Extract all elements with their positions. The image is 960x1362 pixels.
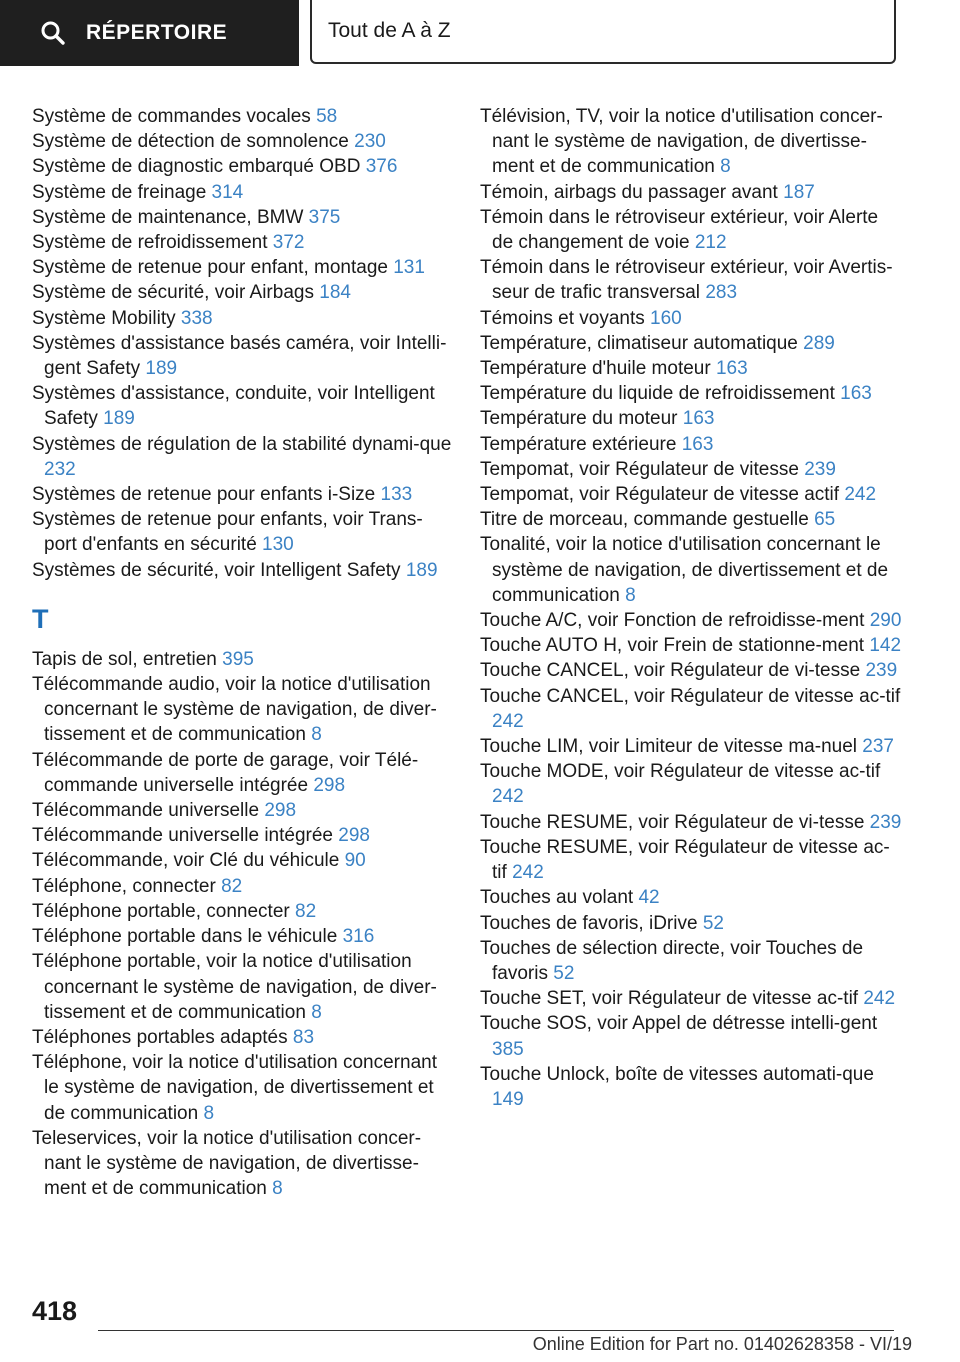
index-entry	[480, 432, 904, 457]
index-entry-text: Tempomat, voir Régulateur de vitesse actif	[480, 484, 845, 506]
index-entry	[480, 658, 904, 683]
index-entry-text: Touche CANCEL, voir Régulateur de vi-tesse	[480, 660, 866, 682]
index-entry-page-link[interactable]: 163	[682, 408, 715, 430]
index-entry	[32, 1126, 452, 1202]
index-search-tab[interactable]	[0, 0, 299, 66]
index-entry-page-link[interactable]: 149	[492, 1088, 524, 1110]
footer-divider	[98, 1330, 894, 1331]
index-entry-text: Température du liquide de refroidissement	[480, 383, 841, 405]
index-entry-page-link[interactable]: 298	[264, 800, 297, 822]
index-entry-page-link[interactable]: 142	[869, 635, 902, 657]
index-list-t-continued	[480, 104, 904, 1112]
index-entry-page-link[interactable]: 376	[365, 156, 398, 178]
index-entry-text: Touches au volant	[480, 887, 639, 909]
index-entry-page-link[interactable]: 8	[203, 1102, 215, 1124]
index-entry-page-link[interactable]: 212	[694, 232, 727, 254]
index-entry-page-link[interactable]: 289	[803, 332, 835, 354]
index-entry	[32, 874, 452, 899]
index-entry	[32, 129, 452, 154]
index-entry-text: Télécommande, voir Clé du véhicule	[32, 850, 345, 872]
index-entry-page-link[interactable]: 372	[272, 232, 305, 254]
index-entry-page-link[interactable]: 131	[393, 257, 425, 279]
index-tab-label: RÉPERTOIRE	[86, 21, 228, 44]
index-entry	[480, 759, 904, 809]
index-entry-page-link[interactable]: 163	[840, 383, 872, 405]
index-entry	[480, 180, 904, 205]
index-entry	[32, 798, 452, 823]
index-entry-page-link[interactable]: 65	[814, 509, 836, 531]
index-entry-text: Téléphones portables adaptés	[32, 1026, 293, 1048]
index-entry-text: Système de diagnostic embarqué OBD	[32, 156, 366, 178]
index-entry	[32, 280, 452, 305]
index-entry-page-link[interactable]: 42	[638, 887, 660, 909]
index-entry-page-link[interactable]: 395	[222, 648, 254, 670]
index-entry-text: Touche MODE, voir Régulateur de vitesse ac-tif	[480, 761, 881, 783]
index-entry	[32, 748, 452, 798]
index-entry-page-link[interactable]: 316	[342, 926, 375, 948]
index-entry	[480, 457, 904, 482]
index-entry-text: Température d'huile moteur	[480, 358, 716, 380]
index-entry	[480, 684, 904, 734]
index-entry-page-link[interactable]: 82	[295, 900, 317, 922]
index-entry-page-link[interactable]: 242	[492, 710, 524, 732]
index-entry-text: Témoins et voyants	[480, 307, 651, 329]
index-entry	[32, 949, 452, 1025]
index-entry-page-link[interactable]: 8	[720, 156, 731, 178]
index-entry-page-link[interactable]: 83	[292, 1026, 315, 1048]
index-entry-page-link[interactable]: 8	[272, 1178, 283, 1200]
index-entry-text: Touche SOS, voir Appel de détresse intelli-gent	[480, 1013, 878, 1035]
index-entry-text: Téléphone, voir la notice d'utilisation concernant le système de navigation, de divertissement et de communication	[32, 1052, 437, 1124]
index-entry	[480, 306, 904, 331]
index-entry-text: Téléphone, connecter	[32, 875, 222, 897]
index-entry-text: Télécommande de porte de garage, voir Télé-commande universelle intégrée	[32, 749, 419, 796]
index-entry	[480, 205, 904, 255]
index-entry-text: Télécommande universelle intégrée	[32, 825, 339, 847]
index-entry-text: Téléphone portable, connecter	[32, 900, 296, 922]
index-entry-text: Tonalité, voir la notice d'utilisation concernant le système de navigation, de divertissement et de communication	[480, 534, 889, 606]
index-entry-text: Télécommande audio, voir la notice d'utilisation concernant le système de navigation, de diver-tissement et de communication	[32, 674, 437, 746]
index-entry	[32, 482, 452, 507]
index-entry-page-link[interactable]: 130	[262, 534, 294, 556]
index-entry	[480, 255, 904, 305]
index-entry	[32, 558, 452, 583]
index-entry-text: Système de sécurité, voir Airbags	[32, 282, 320, 304]
index-entry-page-link[interactable]: 237	[862, 736, 894, 758]
index-entry-text: Touche LIM, voir Limiteur de vitesse ma-nuel	[480, 736, 863, 758]
index-entry-text: Système Mobility	[32, 307, 181, 329]
index-entry	[480, 406, 904, 431]
index-entry-page-link[interactable]: 133	[380, 484, 413, 506]
index-entry-text: Systèmes d'assistance basés caméra, voir Intelli-gent Safety	[32, 332, 447, 380]
index-column-left	[32, 104, 452, 1201]
index-entry-text: Système de commandes vocales	[32, 106, 317, 127]
a-to-z-tab[interactable]	[310, 0, 896, 64]
index-entry-text: Touche Unlock, boîte de vitesses automati-que	[480, 1063, 874, 1085]
index-entry	[480, 810, 904, 835]
index-entry-page-link[interactable]: 82	[221, 875, 243, 897]
index-entry	[480, 482, 904, 507]
index-entry	[480, 911, 904, 936]
index-entry	[32, 899, 452, 924]
index-entry	[32, 507, 452, 557]
index-entry	[32, 255, 452, 280]
index-entry-text: Téléphone portable, voir la notice d'utilisation concernant le système de navigation, de diver-tissement et de communication	[32, 951, 437, 1023]
index-entry-page-link[interactable]: 298	[338, 825, 370, 847]
index-entry-text: Témoin dans le rétroviseur extérieur, voir Alerte de changement de voie	[480, 206, 879, 254]
index-entry	[32, 180, 452, 205]
index-entry-page-link[interactable]: 242	[512, 862, 544, 884]
index-entry-page-link[interactable]: 239	[869, 811, 902, 833]
index-entry	[32, 647, 452, 672]
index-list-s	[32, 104, 452, 583]
index-entry-page-link[interactable]: 385	[492, 1038, 524, 1060]
index-entry	[32, 848, 452, 873]
index-entry-text: Touches de favoris, iDrive	[480, 912, 703, 934]
index-entry-page-link[interactable]: 163	[715, 358, 748, 380]
index-entry-page-link[interactable]: 184	[319, 282, 351, 304]
index-entry	[480, 381, 904, 406]
index-entry-text: Système de détection de somnolence	[32, 131, 355, 153]
index-entry-text: Téléphone portable dans le véhicule	[32, 926, 343, 948]
index-entry-page-link[interactable]: 8	[311, 1001, 322, 1023]
index-entry	[480, 331, 904, 356]
index-entry-page-link[interactable]: 52	[553, 962, 575, 984]
index-entry-page-link[interactable]: 242	[863, 988, 896, 1010]
index-entry-text: Touche RESUME, voir Régulateur de vi-tesse	[480, 811, 870, 833]
index-entry-page-link[interactable]: 314	[211, 181, 244, 203]
header	[0, 0, 960, 66]
index-entry-page-link[interactable]: 230	[354, 131, 386, 153]
index-entry-text: Témoin, airbags du passager avant	[480, 181, 784, 203]
index-entry	[480, 356, 904, 381]
index-entry-page-link[interactable]: 189	[103, 408, 135, 430]
index-entry	[480, 608, 904, 633]
index-entry-text: Télévision, TV, voir la notice d'utilisation concer-nant le système de navigation, de divertisse-ment et de communication	[480, 106, 883, 178]
index-entry	[32, 1025, 452, 1050]
index-entry-page-link[interactable]: 283	[705, 282, 738, 304]
index-entry-page-link[interactable]: 90	[344, 850, 366, 872]
index-entry-page-link[interactable]: 160	[650, 307, 682, 329]
index-entry-text: Système de maintenance, BMW	[32, 206, 309, 228]
index-entry-page-link[interactable]: 242	[844, 484, 877, 506]
index-entry	[480, 1062, 904, 1112]
index-entry	[32, 1050, 452, 1126]
index-entry-text: Systèmes de retenue pour enfants i-Size	[32, 484, 381, 506]
index-entry-text: Systèmes de retenue pour enfants, voir Trans-port d'enfants en sécurité	[32, 509, 423, 556]
a-to-z-tab-label: Tout de A à Z	[328, 19, 451, 42]
index-entry	[480, 1011, 904, 1061]
index-entry	[32, 672, 452, 748]
index-entry	[32, 205, 452, 230]
index-entry-text: Systèmes d'assistance, conduite, voir Intelligent Safety	[32, 383, 435, 430]
search-icon	[40, 20, 66, 46]
index-column-right	[480, 104, 904, 1112]
index-entry-page-link[interactable]: 163	[681, 433, 714, 455]
index-entry	[32, 823, 452, 848]
index-entry-text: Système de retenue pour enfant, montage	[32, 257, 394, 279]
index-entry	[32, 381, 452, 431]
page-number: 418	[32, 1296, 78, 1326]
index-entry-text: Température extérieure	[480, 433, 682, 455]
index-entry	[32, 432, 452, 482]
index-entry	[32, 104, 452, 129]
index-entry	[480, 885, 904, 910]
index-entry-page-link[interactable]: 232	[44, 458, 76, 480]
index-entry	[480, 532, 904, 608]
index-entry-text: Systèmes de régulation de la stabilité dynami-que	[32, 433, 452, 455]
index-entry-text: Température, climatiseur automatique	[480, 332, 804, 354]
footer	[0, 1290, 960, 1362]
index-entry-text: Touche SET, voir Régulateur de vitesse ac-tif	[480, 988, 864, 1010]
index-entry-page-link[interactable]: 242	[492, 786, 524, 808]
index-entry	[32, 924, 452, 949]
index-entry-text: Tapis de sol, entretien	[32, 648, 223, 670]
index-entry-page-link[interactable]: 239	[804, 458, 836, 480]
index-entry	[32, 230, 452, 255]
index-entry	[32, 306, 452, 331]
index-entry-page-link[interactable]: 8	[311, 724, 322, 746]
section-letter-t: T	[32, 603, 49, 634]
index-entry-text: Touche A/C, voir Fonction de refroidisse-ment	[480, 610, 870, 632]
index-entry-page-link[interactable]: 239	[865, 660, 898, 682]
index-entry-page-link[interactable]: 52	[702, 912, 724, 934]
index-entry-text: Systèmes de sécurité, voir Intelligent Safety	[32, 559, 406, 581]
index-entry	[480, 507, 904, 532]
index-entry-text: Télécommande universelle	[32, 800, 265, 822]
index-entry	[480, 734, 904, 759]
index-entry-page-link[interactable]: 189	[145, 358, 178, 380]
index-entry-text: Témoin dans le rétroviseur extérieur, voir Avertis-seur de trafic transversal	[480, 257, 893, 304]
index-entry-text: Système de refroidissement	[32, 232, 273, 254]
index-entry-page-link[interactable]: 187	[783, 181, 815, 203]
index-entry-text: Touche RESUME, voir Régulateur de vitesse ac-tif	[480, 836, 890, 884]
index-entry-page-link[interactable]: 375	[308, 206, 341, 228]
index-entry-page-link[interactable]: 298	[313, 774, 346, 796]
edition-note: Online Edition for Part no. 01402628358 - VI/19	[532, 1334, 912, 1354]
index-entry	[32, 331, 452, 381]
index-entry-page-link[interactable]: 290	[869, 610, 902, 632]
index-entry-text: Température du moteur	[480, 408, 683, 430]
index-entry	[480, 104, 904, 180]
index-entry-page-link[interactable]: 58	[316, 106, 338, 127]
index-entry-text: Tempomat, voir Régulateur de vitesse	[480, 458, 805, 480]
index-entry-text: Teleservices, voir la notice d'utilisation concer-nant le système de navigation, de divertisse-ment et de communication	[32, 1127, 422, 1200]
index-entry-page-link[interactable]: 8	[625, 584, 636, 606]
index-entry-text: Touche CANCEL, voir Régulateur de vitesse ac-tif	[480, 685, 901, 707]
index-entry	[480, 936, 904, 986]
index-entry	[480, 986, 904, 1011]
index-entry	[480, 835, 904, 885]
index-entry	[32, 154, 452, 179]
index-entry-page-link[interactable]: 338	[180, 307, 213, 329]
index-entry-text: Touche AUTO H, voir Frein de stationne-ment	[480, 635, 870, 657]
index-entry	[480, 633, 904, 658]
index-entry-text: Système de freinage	[32, 181, 212, 203]
index-entry-text: Titre de morceau, commande gestuelle	[480, 509, 815, 531]
index-list-t	[32, 647, 452, 1201]
index-entry-text: Touches de sélection directe, voir Touches de favoris	[480, 937, 864, 984]
index-entry-page-link[interactable]: 189	[405, 559, 438, 581]
